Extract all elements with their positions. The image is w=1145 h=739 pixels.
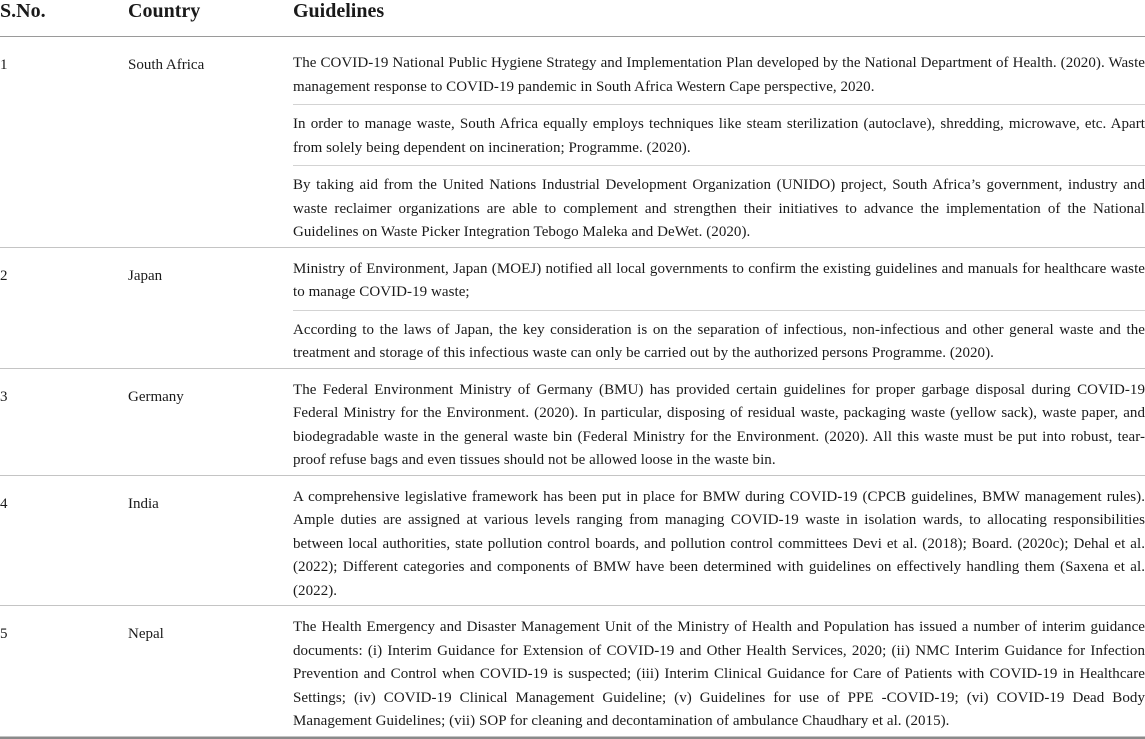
header-guidelines: Guidelines — [293, 0, 385, 22]
guideline-paragraph: In order to manage waste, South Africa equally employs techniques like steam sterilization (autoclave), shredding, microwave, etc. Apart from solely being dependent on incineration; Programme. (2020). — [293, 104, 1145, 160]
cell-country: South Africa — [128, 57, 205, 73]
cell-country: Nepal — [128, 626, 164, 642]
guideline-paragraph: According to the laws of Japan, the key consideration is on the separation of infectious, non-infectious and other general waste and the treatment and storage of this infectious waste can only be carried out by the authorized persons Programme. (2020). — [293, 310, 1145, 368]
guideline-paragraph: A comprehensive legislative framework has been put in place for BMW during COVID-19 (CPCB guidelines, BMW management rules). Ample duties are assigned at various levels ranging from managing COVID-19 waste in isolation wards, to allocating responsibilities between local authorities, state pollution control boards, and pollution control committees Devi et al. (2018); Board. (2020c); Dehal et al. (2022); Different categories and components of BMW have been determined with guidelines on effectively handling them (Saxena et al. (2022). — [293, 488, 1145, 599]
cell-country: Germany — [128, 388, 184, 405]
cell-guidelines — [293, 476, 1145, 606]
cell-sno: 4 — [0, 495, 8, 512]
cell-country: India — [128, 495, 159, 512]
cell-country: Japan — [128, 267, 163, 284]
guideline-paragraph: Ministry of Environment, Japan (MOEJ) notified all local governments to confirm the existing guidelines and manuals for healthcare waste to manage COVID-19 waste; — [293, 260, 1145, 300]
cell-sno: 2 — [0, 267, 8, 284]
table-row — [0, 248, 1145, 369]
table-header-row — [0, 0, 1145, 37]
guideline-paragraph: The Health Emergency and Disaster Management Unit of the Ministry of Health and Population has issued a number of interim guidance documents: (i) Interim Guidance for Extension of COVID-19 and Other Health Services, 2020; (ii) NMC Interim Guidance for Infection Prevention and Control when COVID-19 is suspected; (iii) Interim Clinical Guidance for Care of Patients with COVID-19 in Healthcare Settings; (iv) COVID-19 Clinical Management Guideline; (v) Guidelines for use of PPE -COVID-19; (vi) COVID-19 Dead Body Management Guidelines; (vii) SOP for cleaning and decontamination of ambulance Chaudhary et al. (2015). — [293, 619, 1145, 729]
cell-guidelines — [293, 37, 1145, 247]
cell-sno: 1 — [0, 57, 8, 73]
cell-sno: 3 — [0, 388, 8, 405]
cell-guidelines — [293, 606, 1145, 736]
guideline-paragraph: The COVID-19 National Public Hygiene Strategy and Implementation Plan developed by the National Department of Health. (2020). Waste management response to COVID-19 pandemic in South Africa Western Cape perspective, 2020. — [293, 55, 1145, 95]
table-body — [0, 37, 1145, 737]
table-row — [0, 476, 1145, 607]
table-row — [0, 37, 1145, 248]
cell-guidelines — [293, 248, 1145, 368]
header-country: Country — [128, 0, 201, 22]
guideline-paragraph: By taking aid from the United Nations Industrial Development Organization (UNIDO) project, South Africa’s government, industry and waste reclaimer organizations are able to complement and strengthen their initiatives to advance the implementation of the National Guidelines on Waste Picker Integration Tebogo Maleka and DeWet. (2020). — [293, 165, 1145, 247]
table-bottom-rule — [0, 737, 1145, 739]
cell-sno: 5 — [0, 626, 8, 642]
guideline-paragraph: The Federal Environment Ministry of Germany (BMU) has provided certain guidelines for proper garbage disposal during COVID-19 Federal Ministry for the Environment. (2020). In particular, disposing of residual waste, packaging waste (yellow sack), waste paper, and biodegradable waste in the general waste bin (Federal Ministry for the Environment. (2020). All this waste must be put into robust, tear-proof refuse bags and even tissues should not be allowed loose in the waste bin. — [293, 381, 1145, 468]
table-row — [0, 369, 1145, 476]
header-sno: S.No. — [0, 0, 46, 22]
table-row — [0, 606, 1145, 737]
cell-guidelines — [293, 369, 1145, 475]
